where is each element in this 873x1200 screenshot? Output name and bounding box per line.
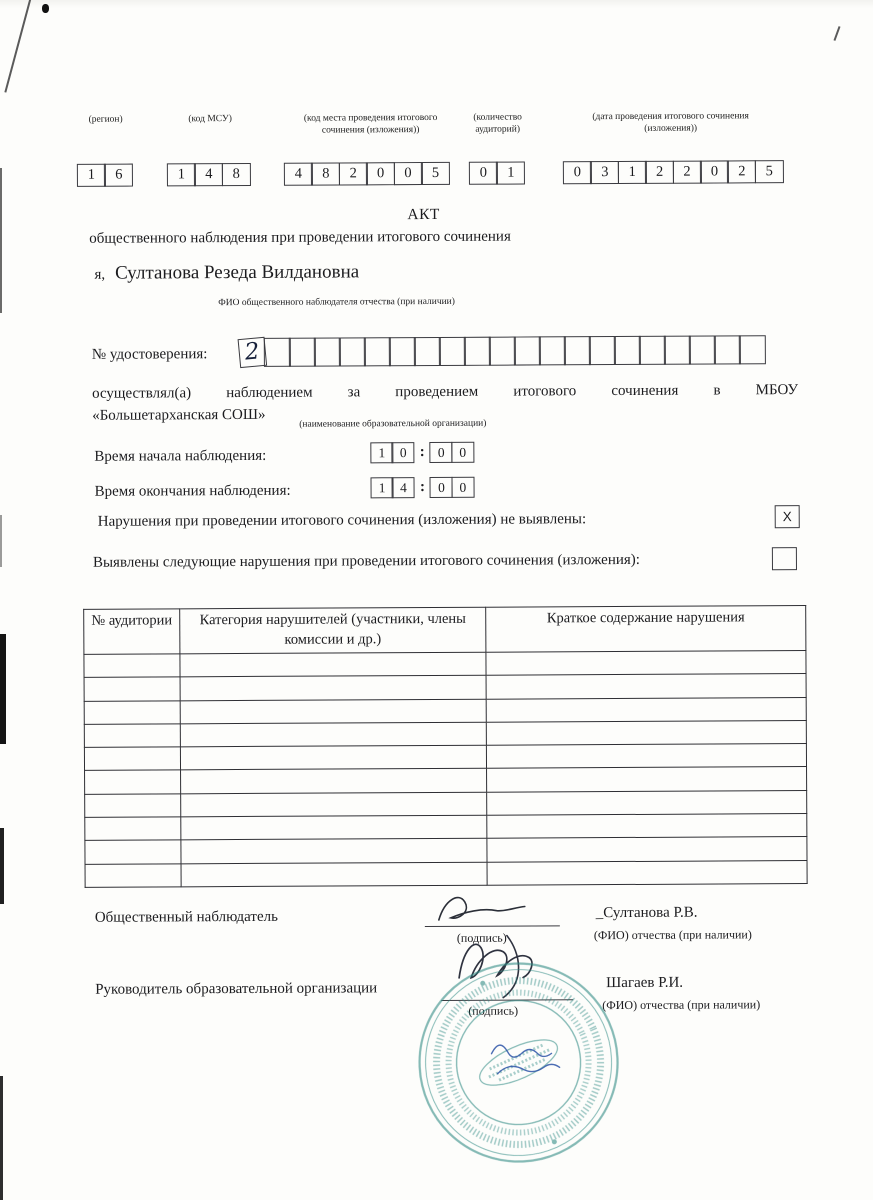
observer-caption: ФИО общественного наблюдателя отчества (при наличии) (218, 296, 455, 309)
digit-cell: 1 (618, 161, 647, 184)
time-start-hours (370, 442, 415, 463)
violations-table-body (84, 651, 807, 888)
time-end-hours (370, 477, 415, 498)
certificate-cell (689, 336, 716, 365)
certificate-cell (289, 338, 316, 367)
time-start-minutes (430, 442, 475, 463)
code-group-auditoriums-label: (количество аудиторий) (473, 112, 522, 136)
digit-cell: 0 (366, 162, 395, 185)
certificate-cell (414, 337, 441, 366)
code-group-auditoriums (469, 107, 527, 189)
head-sign-caption: (подпись) (468, 1003, 519, 1018)
no-violations-label: Нарушения при проведении итогового сочинения (изложения) не выявлены: (97, 511, 587, 530)
table-cell (84, 700, 180, 724)
table-header-summary: Краткое содержание нарушения (486, 606, 806, 653)
certificate-cell (339, 337, 366, 366)
certificate-cell: 2 (238, 337, 267, 368)
certificate-cell (464, 337, 491, 366)
digit-cell: 5 (421, 162, 450, 185)
handwritten-note-ink (475, 1029, 595, 1094)
code-group-place-label: (код места проведения итогового сочинения (изложения)) (303, 112, 438, 136)
time-end-boxes (370, 477, 474, 499)
body-paragraph-line1: осуществлял(а) наблюдением за проведением итогового сочинения в МБОУ (92, 382, 799, 402)
table-cell (487, 767, 807, 792)
observer-line (94, 261, 359, 284)
certificate-cells (239, 335, 766, 367)
code-group-region (77, 110, 135, 192)
table-empty-row (85, 860, 807, 887)
digit-cell: 0 (469, 162, 498, 185)
certificate-cell (739, 335, 766, 364)
table-cell (180, 699, 486, 724)
observer-sign-caption: (подпись) (456, 930, 507, 945)
code-group-date-label: (дата проведения итогового сочинения (изложения)) (592, 111, 749, 135)
table-cell (180, 652, 486, 677)
time-start-colon: : (419, 444, 425, 461)
table-cell (180, 745, 486, 770)
digit-cell: 2 (645, 161, 674, 184)
digit-cell: 5 (755, 160, 784, 183)
digit-cell: 0 (563, 161, 592, 184)
scan-artifact (0, 828, 4, 904)
table-cell (487, 837, 807, 862)
table-cell (180, 676, 486, 701)
certificate-cell (489, 337, 516, 366)
body-paragraph-line2: «Большетарханская СОШ» (92, 406, 266, 424)
digit-cell: 2 (339, 162, 368, 185)
time-start-boxes (370, 442, 474, 464)
date-code-boxes (563, 160, 784, 184)
table-cell (181, 815, 487, 840)
observer-signature-name: _Султанова Р.В. (595, 904, 698, 922)
scan-artifact (0, 168, 2, 313)
code-group-place (284, 108, 458, 191)
code-group-msu-label: (код МСУ) (188, 114, 232, 125)
scan-artifact (0, 515, 2, 567)
head-fio-caption: (ФИО) отчества (при наличии) (602, 997, 761, 1013)
table-header-category: Категория нарушителей (участники, члены комиссии и др.) (180, 607, 486, 654)
certificate-cell (264, 338, 291, 367)
table-cell (181, 769, 487, 794)
table-cell (84, 677, 180, 701)
digit-cell: 0 (393, 162, 422, 185)
table-cell (85, 863, 181, 887)
digit-cell: 1 (167, 163, 196, 186)
digit-cell: 4 (392, 477, 415, 498)
table-cell (84, 724, 180, 748)
scan-artifact (0, 1076, 3, 1200)
code-group-region-label: (регион) (88, 114, 123, 125)
observer-prefix: я, (94, 266, 106, 283)
table-cell (85, 840, 181, 864)
certificate-cell (614, 336, 641, 365)
time-end-minutes (430, 477, 475, 498)
region-code-boxes (77, 164, 134, 187)
document-title: АКТ (407, 205, 440, 224)
digit-cell: 0 (451, 442, 474, 463)
certificate-cell (539, 336, 566, 365)
scan-artifact (0, 634, 6, 744)
digit-cell: 0 (392, 442, 415, 463)
certificate-cell (564, 336, 591, 365)
table-cell (85, 794, 181, 818)
table-cell (486, 674, 806, 699)
observer-role-label: Общественный наблюдатель (94, 908, 278, 926)
table-cell (486, 744, 806, 769)
digit-cell: 8 (311, 162, 340, 185)
table-cell (84, 747, 180, 771)
table-cell (486, 651, 806, 676)
certificate-cell (514, 336, 541, 365)
digit-cell: 8 (222, 163, 251, 186)
table-cell (181, 792, 487, 817)
document-subtitle: общественного наблюдения при проведении итогового сочинения (89, 228, 511, 247)
table-cell (85, 770, 181, 794)
table-cell (180, 722, 486, 747)
certificate-cell (714, 335, 741, 364)
observer-signature-ink (425, 889, 560, 930)
certificate-cell (439, 337, 466, 366)
certificate-cell (389, 337, 416, 366)
table-header-row (84, 606, 806, 655)
no-violations-checkbox: X (775, 505, 800, 528)
head-role-label: Руководитель образовательной организации (95, 980, 378, 998)
violations-found-label: Выявлены следующие нарушения при проведении итогового сочинения (изложения): (92, 551, 640, 571)
observer-fio-caption: (ФИО) отчества (при наличии) (593, 927, 752, 943)
digit-cell: 1 (370, 477, 393, 498)
digit-cell: 2 (672, 161, 701, 184)
head-signature-name: Шагаев Р.И. (606, 974, 684, 992)
table-cell (486, 720, 806, 745)
organization-caption: (наименование образовательной организации) (299, 418, 487, 430)
table-cell (487, 814, 807, 839)
place-code-boxes (284, 162, 450, 186)
table-cell (486, 697, 806, 722)
digit-cell: 4 (284, 163, 313, 186)
digit-cell: 2 (727, 160, 756, 183)
table-cell (487, 860, 807, 885)
table-header-auditorium: № аудитории (84, 609, 180, 655)
msu-code-boxes (167, 163, 251, 186)
certificate-cell (364, 337, 391, 366)
scan-artifact (42, 4, 49, 13)
table-cell (181, 839, 487, 864)
certificate-cell (589, 336, 616, 365)
observer-name: Султанова Резеда Вилдановна (115, 261, 360, 284)
time-end-colon: : (419, 479, 425, 496)
digit-cell: 3 (590, 161, 619, 184)
digit-cell: 1 (370, 442, 393, 463)
table-cell (85, 817, 181, 841)
digit-cell: 1 (77, 164, 106, 187)
certificate-cell (639, 336, 666, 365)
digit-cell: 0 (451, 477, 474, 498)
table-cell (181, 862, 487, 887)
violations-found-checkbox (772, 547, 797, 570)
digit-cell: 1 (496, 162, 525, 185)
digit-cell: 4 (194, 163, 223, 186)
digit-cell: 0 (700, 160, 729, 183)
certificate-cell (314, 337, 341, 366)
certificate-cell (664, 336, 691, 365)
time-end-label: Время окончания наблюдения: (94, 482, 291, 500)
observer-signature-line (425, 892, 560, 927)
time-start-label: Время начала наблюдения: (94, 447, 267, 465)
code-group-msu (167, 109, 254, 191)
auditoriums-code-boxes (469, 162, 526, 185)
digit-cell: 0 (430, 442, 453, 463)
violations-table (83, 605, 807, 888)
digit-cell: 6 (104, 164, 133, 187)
digit-cell: 0 (430, 477, 453, 498)
table-cell (487, 790, 807, 815)
table-cell (84, 654, 180, 678)
code-group-date (563, 106, 779, 189)
certificate-label: № удостоверения: (91, 346, 208, 363)
